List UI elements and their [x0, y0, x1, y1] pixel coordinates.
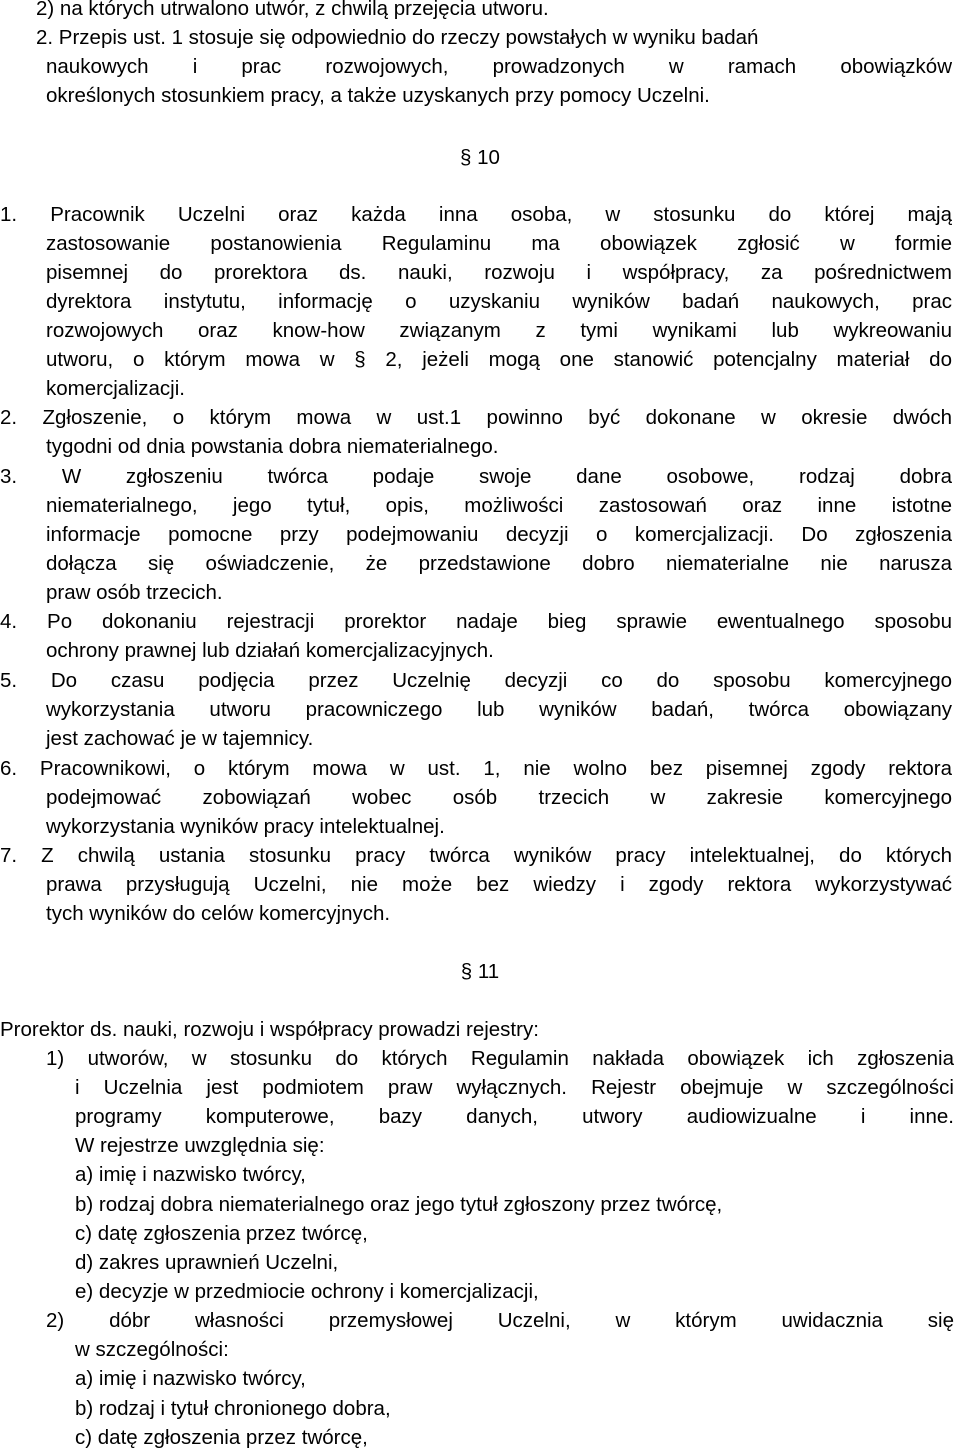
list-item: a) imię i nazwisko twórcy, — [75, 1163, 306, 1186]
section-heading: § 10 — [460, 146, 500, 169]
text-line: 4. Po dokonaniu rejestracji prorektor nadaje bieg sprawie ewentualnego sposobu — [0, 610, 952, 633]
text-line: praw osób trzecich. — [46, 581, 223, 604]
text-line: utworu, o którym mowa w § 2, jeżeli mogą one stanowić potencjalny materiał do — [46, 348, 952, 371]
text-line: informacje pomocne przy podejmowaniu decyzji o komercjalizacji. Do zgłoszenia — [46, 523, 952, 546]
text-line: rozwojowych oraz know-how związanym z tymi wynikami lub wykreowaniu — [46, 319, 952, 342]
list-item: e) decyzje w przedmiocie ochrony i komercjalizacji, — [75, 1280, 539, 1303]
text-line: dyrektora instytutu, informację o uzyskaniu wyników badań naukowych, prac — [46, 290, 952, 313]
text-line: wykorzystania utworu pracowniczego lub wyników badań, twórca obowiązany — [46, 698, 952, 721]
text-line: 1) utworów, w stosunku do których Regulamin nakłada obowiązek ich zgłoszenia — [46, 1047, 954, 1070]
text-line: 2. Zgłoszenie, o którym mowa w ust.1 powinno być dokonane w okresie dwóch — [0, 406, 952, 429]
text-line: 1. Pracownik Uczelni oraz każda inna osoba, w stosunku do której mają — [0, 203, 952, 226]
text-line: tygodni od dnia powstania dobra niematerialnego. — [46, 435, 499, 458]
text-line: dołącza się oświadczenie, że przedstawione dobro niematerialne nie narusza — [46, 552, 952, 575]
text-line: 2) dóbr własności przemysłowej Uczelni, w którym uwidacznia się — [46, 1309, 954, 1332]
text-line: wykorzystania wyników pracy intelektualnej. — [46, 815, 445, 838]
text-line: 3. W zgłoszeniu twórca podaje swoje dane osobowe, rodzaj dobra — [0, 465, 952, 488]
text-line: prawa przysługują Uczelni, nie może bez wiedzy i zgody rektora wykorzystywać — [46, 873, 952, 896]
text-line: niematerialnego, jego tytuł, opis, możliwości zastosowań oraz inne istotne — [46, 494, 952, 517]
text-line: określonych stosunkiem pracy, a także uzyskanych przy pomocy Uczelni. — [46, 84, 710, 107]
text-line: pisemnej do prorektora ds. nauki, rozwoju i współpracy, za pośrednictwem — [46, 261, 952, 284]
text-line: programy komputerowe, bazy danych, utwory audiowizualne i inne. — [75, 1105, 954, 1128]
list-item: b) rodzaj i tytuł chronionego dobra, — [75, 1397, 391, 1420]
text-line: w szczególności: — [75, 1338, 229, 1361]
text-line: naukowych i prac rozwojowych, prowadzonych w ramach obowiązków — [46, 55, 952, 78]
text-line: i Uczelnia jest podmiotem praw wyłącznych. Rejestr obejmuje w szczególności — [75, 1076, 954, 1099]
list-item: c) datę zgłoszenia przez twórcę, — [75, 1426, 368, 1449]
list-item: c) datę zgłoszenia przez twórcę, — [75, 1222, 368, 1245]
text-line: 7. Z chwilą ustania stosunku pracy twórca wyników pracy intelektualnej, do których — [0, 844, 952, 867]
list-item: a) imię i nazwisko twórcy, — [75, 1367, 306, 1390]
text-line: W rejestrze uwzględnia się: — [75, 1134, 325, 1157]
text-line: jest zachować je w tajemnicy. — [46, 727, 314, 750]
section-heading: § 11 — [460, 960, 500, 983]
text-line: Prorektor ds. nauki, rozwoju i współpracy prowadzi rejestry: — [0, 1018, 539, 1041]
text-line: podejmować zobowiązań wobec osób trzecich w zakresie komercyjnego — [46, 786, 952, 809]
text-line: tych wyników do celów komercyjnych. — [46, 902, 391, 925]
text-line: 5. Do czasu podjęcia przez Uczelnię decyzji co do sposobu komercyjnego — [0, 669, 952, 692]
list-item: d) zakres uprawnień Uczelni, — [75, 1251, 339, 1274]
text-line: komercjalizacji. — [46, 377, 185, 400]
text-line: ochrony prawnej lub działań komercjalizacyjnych. — [46, 639, 494, 662]
text-line: 6. Pracownikowi, o którym mowa w ust. 1, nie wolno bez pisemnej zgody rektora — [0, 757, 952, 780]
text-line: 2) na których utrwalono utwór, z chwilą przejęcia utworu. — [36, 0, 549, 20]
list-item: b) rodzaj dobra niematerialnego oraz jego tytuł zgłoszony przez twórcę, — [75, 1193, 723, 1216]
text-line: zastosowanie postanowienia Regulaminu ma obowiązek zgłosić w formie — [46, 232, 952, 255]
text-line: 2. Przepis ust. 1 stosuje się odpowiednio do rzeczy powstałych w wyniku badań — [36, 26, 759, 49]
